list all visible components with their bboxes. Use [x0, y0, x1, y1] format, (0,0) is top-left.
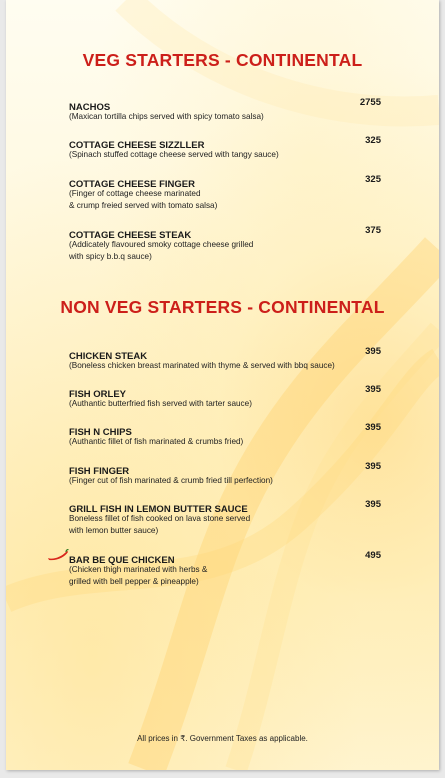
menu-item — [69, 384, 381, 410]
item-price: 395 — [365, 384, 381, 395]
item-name: COTTAGE CHEESE SIZZLLER — [69, 140, 205, 151]
item-name: BAR BE QUE CHICKEN — [69, 555, 175, 566]
veg-section-heading: VEG STARTERS - CONTINENTAL — [82, 50, 363, 70]
menu-page — [6, 0, 439, 770]
item-description: (Finger cut of fish marinated & crumb fried till perfection) — [69, 476, 273, 485]
item-description: (Chicken thigh marinated with herbs & grilled with bell pepper & pineapple) — [69, 565, 208, 586]
item-name: CHICKEN STEAK — [69, 351, 148, 362]
item-description: (Finger of cottage cheese marinated & crump freied served with tomato salsa) — [69, 189, 218, 210]
item-price: 395 — [365, 346, 381, 357]
item-name: FISH ORLEY — [69, 389, 127, 400]
item-description: (Spinach stuffed cottage cheese served with tangy sauce) — [69, 150, 279, 159]
item-name: COTTAGE CHEESE STEAK — [69, 230, 192, 241]
menu-item — [69, 422, 381, 448]
item-price: 495 — [365, 550, 381, 561]
menu-item — [69, 135, 381, 161]
item-price: 325 — [365, 174, 381, 185]
item-name: NACHOS — [69, 102, 111, 113]
item-price: 395 — [365, 499, 381, 510]
item-price: 395 — [365, 461, 381, 472]
item-description: (Authantic fillet of fish marinated & crumbs fried) — [69, 437, 244, 446]
item-price: 395 — [365, 422, 381, 433]
red-chili-icon — [47, 549, 69, 561]
item-price: 2755 — [359, 97, 381, 108]
item-name: FISH FINGER — [69, 466, 130, 477]
item-name: FISH N CHIPS — [69, 427, 132, 438]
item-description: (Boneless chicken breast marinated with thyme & served with bbq sauce) — [69, 361, 335, 370]
menu-item — [69, 174, 381, 212]
menu-item — [69, 499, 381, 537]
item-description: (Authantic butterfried fish served with tarter sauce) — [69, 399, 252, 408]
menu-item — [69, 550, 381, 588]
item-description: Boneless fillet of fish cooked on lava stone served with lemon butter sauce) — [69, 514, 251, 535]
item-price: 325 — [365, 135, 381, 146]
menu-item — [69, 97, 381, 123]
non-veg-section-heading: NON VEG STARTERS - CONTINENTAL — [60, 297, 385, 317]
menu-item — [69, 461, 381, 487]
item-price: 375 — [365, 225, 381, 236]
price-note: All prices in ₹. Government Taxes as applicable. — [137, 734, 308, 743]
menu-item — [69, 346, 381, 372]
item-description: (Addicately flavoured smoky cottage cheese grilled with spicy b.b.q sauce) — [69, 240, 254, 261]
item-description: (Maxican tortilla chips served with spicy tomato salsa) — [69, 112, 264, 121]
item-name: COTTAGE CHEESE FINGER — [69, 179, 195, 190]
menu-item — [69, 225, 381, 263]
item-name: GRILL FISH IN LEMON BUTTER SAUCE — [69, 504, 248, 515]
